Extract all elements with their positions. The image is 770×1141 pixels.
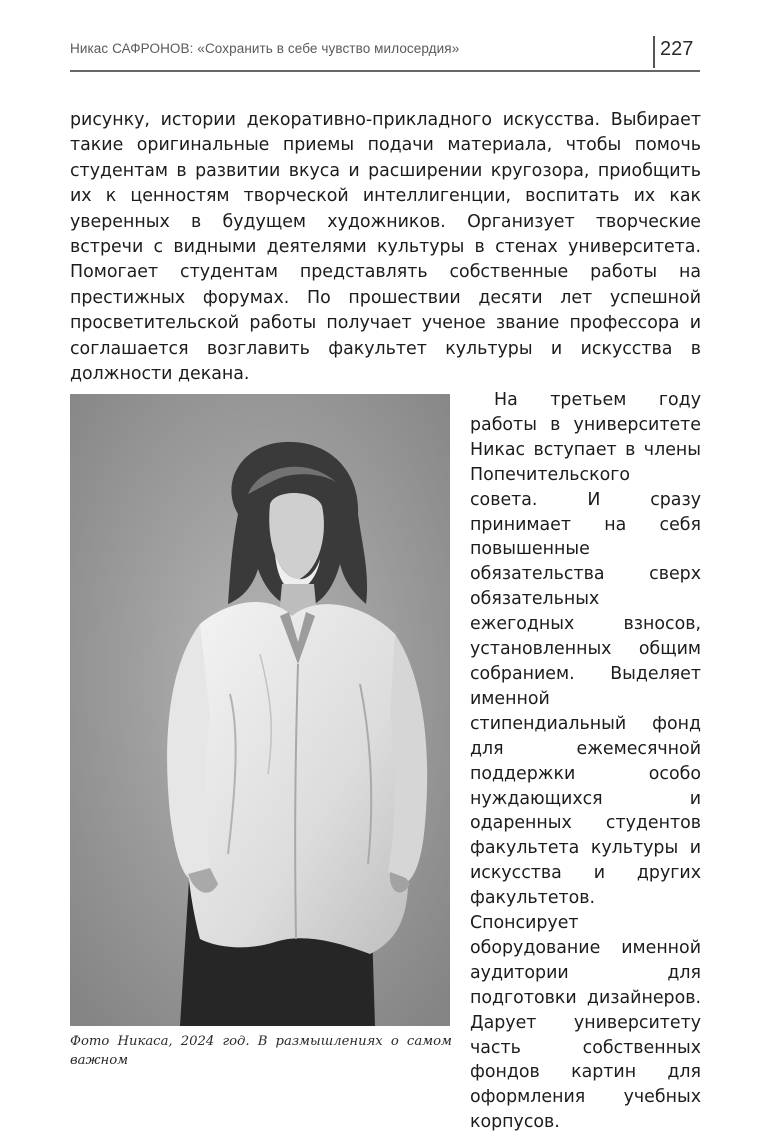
running-header [70,36,700,70]
page-number: 227 [660,38,694,60]
body-text [70,108,701,387]
paragraph: На третьем году работы в университете Никас вступает в члены Попечительского совета. И сразу принимает на себя повышенные обязательства сверх обязательных ежегодных взносов, установленных общим собранием. Выделяет именной стипендиальный фонд для ежемесячной поддержки особо нуждающихся и одаренных студентов факультета культуры и искусства и других факультетов. Спонсирует оборудование именной аудитории для подготовки дизайнеров. Дарует университету часть собственных фондов картин для оформления учебных корпусов. [470,390,701,1133]
side-column-text [470,388,701,1135]
header-rule [70,70,700,72]
running-title: Никас САФРОНОВ: «Сохранить в себе чувство милосердия» [70,41,460,56]
header-separator [653,36,655,68]
photo-caption: Фото Никаса, 2024 год. В размышлениях о самом важном [70,1034,452,1068]
paragraph-continued: рисунку, истории декоративно-прикладного искусства. Выбирает такие оригинальные приемы подачи материала, чтобы помочь студентам в развитии вкуса и расширении кругозора, приобщить их к ценностям творческой интеллигенции, воспитать их как уверенных в будущем художников. Организует творческие встречи с видными деятелями культуры в стенах университета. Помогает студентам представлять собственные работы на престижных форумах. По прошествии десяти лет успешной просветительской работы получает ученое звание профессора и соглашается возглавить факультет культуры и искусства в должности декана. [70,110,701,385]
portrait-illustration [70,394,450,1026]
portrait-photo [70,394,450,1026]
